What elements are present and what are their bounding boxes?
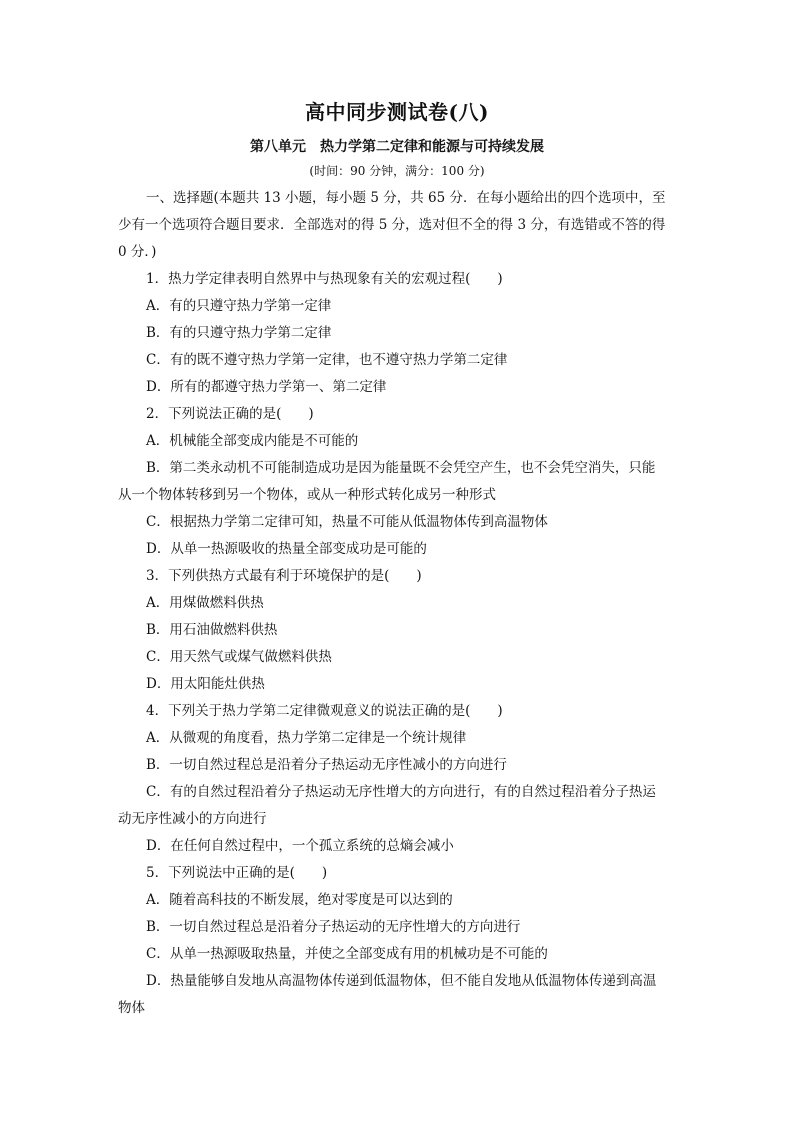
option-item-continuation: 物体 (118, 1000, 145, 1016)
option-item: B．第二类永动机不可能制造成功是因为能量既不会凭空产生，也不会凭空消失，只能 (146, 460, 656, 476)
option-item: D．在任何自然过程中，一个孤立系统的总熵会减小 (146, 838, 454, 854)
question-stem: 2．下列说法正确的是( ) (146, 406, 314, 422)
option-item: B．有的只遵守热力学第二定律 (146, 325, 332, 341)
section-intro-line: 少有一个选项符合题目要求．全部选对的得 5 分，选对但不全的得 3 分，有选错或不答的得 (118, 217, 666, 233)
unit-subtitle: 第八单元 热力学第二定律和能源与可持续发展 (250, 139, 544, 155)
option-item: C．有的既不遵守热力学第一定律，也不遵守热力学第二定律 (146, 352, 508, 368)
option-item-continuation: 动无序性减小的方向进行 (118, 811, 267, 827)
option-item: A．从微观的角度看，热力学第二定律是一个统计规律 (146, 730, 467, 746)
option-item: D．所有的都遵守热力学第一、第二定律 (146, 379, 387, 395)
option-item: B．一切自然过程总是沿着分子热运动无序性减小的方向进行 (146, 757, 507, 773)
question-stem: 4．下列关于热力学第二定律微观意义的说法正确的是( ) (146, 703, 503, 719)
option-item: C．从单一热源吸取热量，并使之全部变成有用的机械功是不可能的 (146, 946, 548, 962)
page-title: 高中同步测试卷(八) (305, 100, 489, 124)
option-item: D．热量能够自发地从高温物体传递到低温物体，但不能自发地从低温物体传递到高温 (146, 973, 657, 989)
option-item: C．根据热力学第二定律可知，热量不可能从低温物体传到高温物体 (146, 514, 548, 530)
option-item: C．用天然气或煤气做燃料供热 (146, 649, 332, 665)
option-item: C．有的自然过程沿着分子热运动无序性增大的方向进行，有的自然过程沿着分子热运 (146, 784, 656, 800)
section-intro-line: 一、选择题(本题共 13 小题，每小题 5 分，共 65 分．在每小题给出的四个选项中，至 (146, 190, 666, 206)
option-item: A．随着高科技的不断发展，绝对零度是可以达到的 (146, 892, 453, 908)
option-item-continuation: 从一个物体转移到另一个物体，或从一种形式转化成另一种形式 (118, 487, 496, 503)
time-score-info: (时间：90 分钟，满分：100 分) (309, 164, 485, 178)
question-stem: 3．下列供热方式最有利于环境保护的是( ) (146, 568, 422, 584)
option-item: A．用煤做燃料供热 (146, 595, 264, 611)
option-item: A．有的只遵守热力学第一定律 (146, 298, 332, 314)
option-item: D．从单一热源吸收的热量全部变成功是可能的 (146, 541, 427, 557)
option-item: B．用石油做燃料供热 (146, 622, 278, 638)
option-item: B．一切自然过程总是沿着分子热运动的无序性增大的方向进行 (146, 919, 521, 935)
question-body (118, 185, 678, 1022)
question-stem: 5．下列说法中正确的是( ) (146, 865, 328, 881)
option-item: D．用太阳能灶供热 (146, 676, 265, 692)
section-intro-line: 0 分．) (118, 244, 157, 260)
option-item: A．机械能全部变成内能是不可能的 (146, 433, 359, 449)
question-stem: 1．热力学定律表明自然界中与热现象有关的宏观过程( ) (146, 271, 503, 287)
